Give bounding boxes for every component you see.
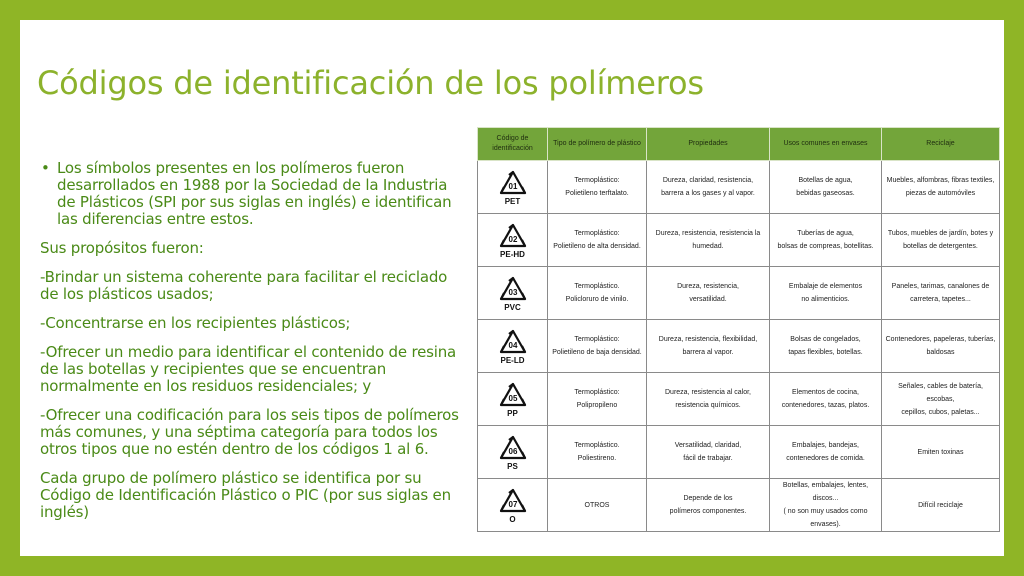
table-row [478,320,1000,373]
table-row [478,267,1000,320]
cell-properties: Dureza, resistencia, flexibilidad, barrera al vapor. [647,320,770,373]
cell-code [478,320,548,373]
header-properties: Propiedades [647,128,770,161]
svg-text:04: 04 [508,340,517,350]
recycling-symbol-icon [497,169,529,206]
table-row [478,479,1000,532]
cell-type: Termoplástico: Polipropileno [548,373,647,426]
svg-text:01: 01 [508,181,517,191]
recycling-symbol-icon [497,434,529,471]
recycling-triangle-icon [497,487,529,515]
cell-properties: Dureza, resistencia, versatilidad. [647,267,770,320]
cell-recycling: Tubos, muebles de jardín, botes y botellas de detergentes. [882,214,1000,267]
polymer-abbreviation: PET [504,196,521,206]
table-row [478,214,1000,267]
header-uses: Usos comunes en envases [770,128,882,161]
svg-text:06: 06 [508,446,517,456]
slide-body [40,160,460,533]
body-paragraph: Sus propósitos fueron: [40,239,204,257]
recycling-symbol-icon [497,222,529,259]
recycling-symbol-icon [497,487,529,524]
polymer-codes-table [477,127,1000,532]
svg-text:02: 02 [508,234,517,244]
cell-code [478,373,548,426]
recycling-triangle-icon [497,434,529,462]
svg-text:07: 07 [508,499,517,509]
cell-uses: Tuberías de agua, bolsas de compreas, botellitas. [770,214,882,267]
polymer-codes-table-image [477,127,999,528]
recycling-triangle-icon [497,328,529,356]
bullet-dot: • [41,159,50,177]
svg-text:05: 05 [508,393,517,403]
cell-uses: Botellas, embalajes, lentes, discos... ( no son muy usados como envases). [770,479,882,532]
slide-title: Códigos de identificación de los polímeros [37,64,704,102]
polymer-abbreviation: O [509,514,516,524]
recycling-triangle-icon [497,275,529,303]
cell-code [478,267,548,320]
cell-type: Termoplástico: Polietileno de alta densidad. [548,214,647,267]
cell-code [478,214,548,267]
svg-text:03: 03 [508,287,517,297]
table-row [478,426,1000,479]
cell-type: Termoplástico: Polietileno de baja densidad. [548,320,647,373]
bullet-text: Los símbolos presentes en los polímeros fueron desarrollados en 1988 por la Sociedad de la Industria de Plásticos (SPI por sus siglas en inglés) e identifican las diferencias entre estos. [57,159,452,228]
cell-recycling: Contenedores, papeleras, tuberías, baldosas [882,320,1000,373]
header-code: Código de identificación [478,128,548,161]
header-type: Tipo de polímero de plástico [548,128,647,161]
polymer-abbreviation: PE-LD [500,355,525,365]
bullet-item [40,160,460,228]
table-row [478,373,1000,426]
recycling-symbol-icon [497,275,529,312]
body-paragraph: Cada grupo de polímero plástico se identifica por su Código de Identificación Plástico o PIC (por sus siglas en inglés) [40,469,451,521]
recycling-symbol-icon [497,381,529,418]
recycling-triangle-icon [497,222,529,250]
cell-code [478,479,548,532]
body-paragraph: -Ofrecer una codificación para los seis tipos de polímeros más comunes, y una séptima categoría para todos los otros tipos que no estén dentro de los códigos 1 al 6. [40,406,459,458]
header-recycling: Reciclaje [882,128,1000,161]
recycling-triangle-icon [497,381,529,409]
cell-properties: Dureza, resistencia, resistencia la humedad. [647,214,770,267]
recycling-symbol-icon [497,328,529,365]
cell-properties: Versatilidad, claridad, fácil de trabajar. [647,426,770,479]
cell-recycling: Paneles, tarimas, canalones de carretera, tapetes... [882,267,1000,320]
cell-type: Termoplástico. Poliestireno. [548,426,647,479]
cell-recycling: Difícil reciclaje [882,479,1000,532]
cell-recycling: Emiten toxinas [882,426,1000,479]
body-paragraph: -Brindar un sistema coherente para facilitar el reciclado de los plásticos usados; [40,268,448,303]
slide [20,20,1004,556]
polymer-abbreviation: PVC [504,302,521,312]
cell-type: OTROS [548,479,647,532]
cell-uses: Bolsas de congelados, tapas flexibles, botellas. [770,320,882,373]
cell-uses: Embalajes, bandejas, contenedores de comida. [770,426,882,479]
cell-uses: Embalaje de elementos no alimenticios. [770,267,882,320]
cell-code [478,161,548,214]
polymer-abbreviation: PP [507,408,518,418]
cell-uses: Elementos de cocina, contenedores, tazas, platos. [770,373,882,426]
body-paragraph: -Concentrarse en los recipientes plásticos; [40,314,351,332]
cell-code [478,426,548,479]
cell-properties: Dureza, claridad, resistencia, barrera a los gases y al vapor. [647,161,770,214]
polymer-abbreviation: PS [507,461,518,471]
cell-type: Termoplástico: Polietileno terftalato. [548,161,647,214]
table-header-row [478,128,1000,161]
cell-uses: Botellas de agua, bebidas gaseosas. [770,161,882,214]
cell-properties: Depende de los polímeros componentes. [647,479,770,532]
polymer-abbreviation: PE-HD [500,249,525,259]
cell-properties: Dureza, resistencia al calor, resistencia químicos. [647,373,770,426]
table-row [478,161,1000,214]
cell-recycling: Muebles, alfombras, fibras textiles, piezas de automóviles [882,161,1000,214]
body-paragraph: -Ofrecer un medio para identificar el contenido de resina de las botellas y recipientes que se encuentran normalmente en los residuos residenciales; y [40,343,456,395]
cell-type: Termoplástico. Policloruro de vinilo. [548,267,647,320]
recycling-triangle-icon [497,169,529,197]
cell-recycling: Señales, cables de batería, escobas, cepillos, cubos, paletas... [882,373,1000,426]
